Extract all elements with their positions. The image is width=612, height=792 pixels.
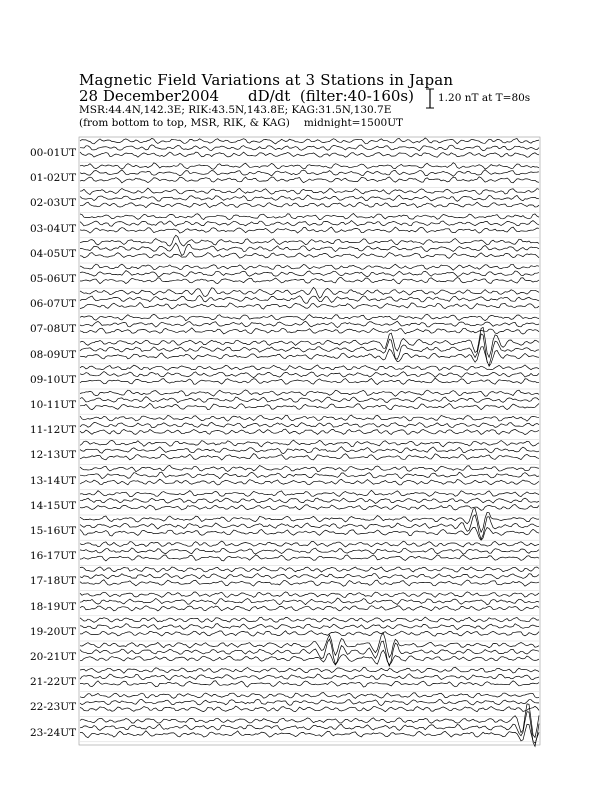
trace-00-01UT-rik bbox=[80, 145, 539, 151]
trace-18-19UT-msr bbox=[80, 606, 539, 611]
trace-09-10UT-kag bbox=[80, 365, 539, 370]
trace-10-11UT-rik bbox=[80, 397, 539, 403]
trace-11-12UT-msr bbox=[80, 429, 539, 435]
hour-label: 21-22UT bbox=[30, 676, 77, 689]
trace-14-15UT-kag bbox=[80, 490, 539, 496]
trace-02-03UT-rik bbox=[80, 195, 539, 201]
chart-title: Magnetic Field Variations at 3 Stations in Japan bbox=[79, 71, 454, 89]
trace-12-13UT-kag bbox=[80, 440, 539, 447]
hour-label: 14-15UT bbox=[30, 499, 77, 512]
trace-12-13UT-rik bbox=[80, 447, 539, 454]
trace-22-23UT-kag bbox=[80, 693, 539, 699]
trace-15-16UT-kag bbox=[80, 509, 539, 533]
trace-04-05UT-rik bbox=[80, 243, 539, 256]
trace-05-06UT-rik bbox=[80, 271, 539, 277]
trace-17-18UT-rik bbox=[80, 574, 539, 579]
trace-00-01UT-msr bbox=[80, 152, 539, 157]
traces-group bbox=[80, 138, 539, 746]
trace-08-09UT-msr bbox=[80, 347, 539, 367]
hour-label: 03-04UT bbox=[30, 222, 77, 235]
midnight-note: midnight=1500UT bbox=[303, 117, 404, 129]
trace-01-02UT-kag bbox=[80, 163, 539, 170]
trace-09-10UT-msr bbox=[80, 378, 539, 384]
station-order-note: (from bottom to top, MSR, RIK, & KAG) bbox=[79, 117, 290, 129]
trace-22-23UT-rik bbox=[80, 699, 539, 705]
hour-label: 05-06UT bbox=[30, 273, 77, 285]
trace-06-07UT-msr bbox=[80, 303, 539, 310]
trace-18-19UT-rik bbox=[80, 598, 539, 605]
hour-label: 08-09UT bbox=[30, 348, 77, 361]
trace-05-06UT-kag bbox=[80, 264, 539, 270]
trace-06-07UT-kag bbox=[80, 287, 539, 298]
hour-label: 16-17UT bbox=[30, 550, 77, 563]
hour-label: 09-10UT bbox=[30, 373, 77, 386]
trace-01-02UT-rik bbox=[80, 170, 539, 177]
trace-19-20UT-rik bbox=[80, 624, 539, 630]
hour-label: 20-21UT bbox=[30, 651, 77, 663]
hour-label: 13-14UT bbox=[30, 474, 77, 487]
hour-label: 04-05UT bbox=[30, 247, 77, 260]
trace-10-11UT-msr bbox=[80, 403, 539, 409]
hour-label: 17-18UT bbox=[30, 575, 77, 588]
filter-label: (filter:40-160s) bbox=[299, 87, 414, 105]
hour-label: 15-16UT bbox=[30, 525, 77, 537]
trace-17-18UT-msr bbox=[80, 580, 539, 587]
trace-07-08UT-kag bbox=[80, 314, 539, 320]
trace-14-15UT-rik bbox=[80, 498, 539, 503]
trace-05-06UT-msr bbox=[80, 278, 539, 284]
hour-label: 00-01UT bbox=[30, 147, 77, 159]
hour-label: 18-19UT bbox=[30, 600, 77, 613]
trace-13-14UT-kag bbox=[80, 465, 539, 471]
trace-07-08UT-msr bbox=[80, 328, 539, 334]
trace-12-13UT-msr bbox=[80, 454, 539, 460]
hour-label: 02-03UT bbox=[30, 197, 77, 210]
trace-04-05UT-kag bbox=[80, 235, 539, 246]
trace-07-08UT-rik bbox=[80, 321, 539, 327]
trace-16-17UT-rik bbox=[80, 548, 539, 554]
trace-02-03UT-kag bbox=[80, 188, 539, 194]
hour-label: 12-13UT bbox=[30, 449, 77, 462]
trace-17-18UT-kag bbox=[80, 567, 539, 572]
hour-label: 19-20UT bbox=[30, 625, 77, 638]
trace-06-07UT-rik bbox=[80, 295, 539, 303]
trace-21-22UT-rik bbox=[80, 674, 539, 680]
trace-15-16UT-msr bbox=[80, 527, 539, 540]
trace-16-17UT-msr bbox=[80, 555, 539, 561]
trace-22-23UT-msr bbox=[80, 706, 539, 712]
hour-label: 10-11UT bbox=[30, 399, 77, 411]
trace-14-15UT-msr bbox=[80, 505, 539, 511]
trace-16-17UT-kag bbox=[80, 541, 539, 547]
trace-23-24UT-rik bbox=[80, 712, 539, 747]
trace-21-22UT-kag bbox=[80, 667, 539, 673]
trace-03-04UT-msr bbox=[80, 227, 539, 233]
trace-21-22UT-msr bbox=[80, 681, 539, 687]
hour-label: 23-24UT bbox=[30, 726, 77, 739]
hour-label: 06-07UT bbox=[30, 298, 77, 311]
header-line-4 bbox=[79, 117, 403, 129]
trace-09-10UT-rik bbox=[80, 372, 539, 378]
hour-label: 22-23UT bbox=[30, 701, 77, 714]
trace-02-03UT-msr bbox=[80, 202, 539, 208]
trace-20-21UT-msr bbox=[80, 650, 539, 665]
hour-label: 01-02UT bbox=[30, 172, 77, 185]
trace-04-05UT-msr bbox=[80, 252, 539, 258]
trace-11-12UT-rik bbox=[80, 422, 539, 428]
trace-13-14UT-msr bbox=[80, 479, 539, 485]
trace-00-01UT-kag bbox=[80, 138, 539, 144]
quantity-label: dD/dt bbox=[248, 87, 291, 105]
header-line-2 bbox=[79, 87, 414, 105]
trace-03-04UT-kag bbox=[80, 214, 539, 220]
trace-03-04UT-rik bbox=[80, 221, 539, 227]
chart-date: 28 December2004 bbox=[79, 87, 220, 105]
trace-19-20UT-msr bbox=[80, 631, 539, 636]
trace-20-21UT-rik bbox=[80, 639, 539, 666]
trace-10-11UT-kag bbox=[80, 390, 539, 396]
trace-01-02UT-msr bbox=[80, 177, 539, 183]
trace-19-20UT-kag bbox=[80, 617, 539, 622]
trace-11-12UT-kag bbox=[80, 415, 539, 421]
hour-label: 11-12UT bbox=[30, 424, 77, 437]
hour-label: 07-08UT bbox=[30, 323, 77, 336]
trace-18-19UT-kag bbox=[80, 592, 539, 598]
scale-label: 1.20 nT at T=80s bbox=[438, 92, 531, 104]
station-list: MSR:44.4N,142.3E; RIK:43.5N,143.8E; KAG:31.5N,130.7E bbox=[79, 104, 392, 116]
trace-13-14UT-rik bbox=[80, 472, 539, 479]
